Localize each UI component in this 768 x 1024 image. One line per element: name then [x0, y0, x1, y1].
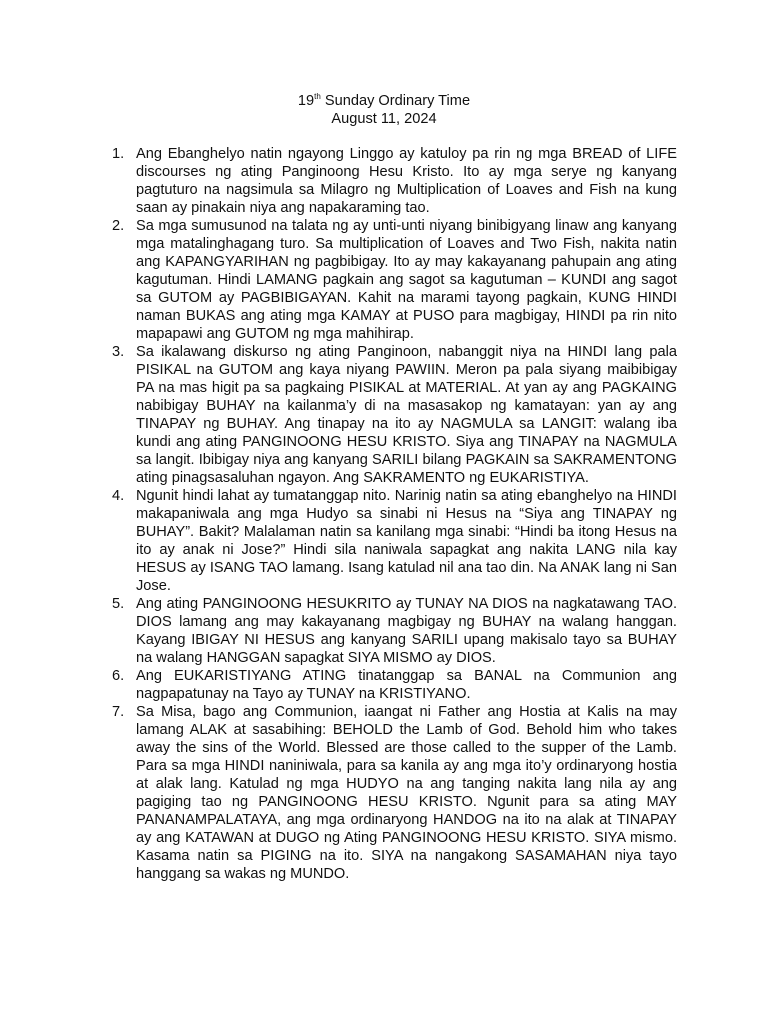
- list-item-number: 7.: [112, 704, 125, 720]
- document-date: August 11, 2024: [331, 110, 437, 127]
- list-item-text: Sa Misa, bago ang Communion, iaangat ni Father ang Hostia at Kalis na may lamang ALAK at sasabihing: BEHOLD the Lamb of God. Behold him who takes away the sins of the World. Blessed are those called to the supper of the Lamb. Para sa mga HINDI naniniwala, para sa kanila ay ang mga ito’y ordinaryong hostia at alak lang. Katulad ng mga HUDYO na ang tanging nakita lang nila ay ang pagiging tao ng PANGINOONG HESU KRISTO. Ngunit para sa ating MAY PANANAMPALATAYA, ang mga ordinaryong HANDOG na ito na alak at TINAPAY ay ang KATAWAN at DUGO ng Ating PANGINOONG HESU KRISTO. SIYA mismo. Kasama natin sa PIGING na ito. SIYA na nangakong SASAMAHAN niya tayo hanggang sa wakas ng MUNDO.: [136, 704, 677, 882]
- list-item-text: Sa ikalawang diskurso ng ating Panginoon, nabanggit niya na HINDI lang pala PISIKAL na GUTOM ang kaya niyang PAWIIN. Meron pa pala siyang maibibigay PA na mas higit pa sa pagkaing PISIKAL at MATERIAL. At yan ay ang PAGKAING nabibigay BUHAY na kailanma’y di na masasakop ng kamatayan: yan ay ang TINAPAY ng BUHAY. Ang tinapay na ito ay NAGMULA sa LANGIT: walang iba kundi ang ating PANGINOONG HESU KRISTO. Siya ang TINAPAY na NAGMULA sa langit. Ibibigay niya ang kanyang SARILI bilang PAGKAIN sa SAKRAMENTONG ating pinagsasaluhan ngayon. Ang SAKRAMENTO ng EUKARISTIYA.: [136, 344, 677, 486]
- list-item: [112, 343, 677, 487]
- numbered-list: [112, 145, 677, 883]
- title-number: 19: [297, 93, 315, 109]
- list-item-text: Ang EUKARISTIYANG ATING tinatanggap sa BANAL na Communion ang nagpapatunay na Tayo ay TUNAY na KRISTIYANO.: [136, 668, 677, 702]
- list-item: [112, 145, 677, 217]
- list-item-number: 6.: [112, 668, 125, 684]
- list-item: [112, 667, 677, 703]
- list-item-text: Sa mga sumusunod na talata ng ay unti-unti niyang binibigyang linaw ang kanyang mga matalinghagang turo. Sa multiplication of Loaves and Two Fish, nakita natin ang KAPANGYARIHAN ng pagbibigay. Ito ay may kakayanang pahupain ang ating kagutuman. Hindi LAMANG pagkain ang sagot sa kagutuman – KUNDI ang sagot sa GUTOM ay PAGBIBIGAYAN. Kahit na marami tayong pagkain, KUNG HINDI naman BUKAS ang ating mga KAMAY at PUSO para magbigay, HINDI pa rin nito mapapawi ang GUTOM ng mga mahihirap.: [136, 218, 677, 342]
- list-item: [112, 217, 677, 343]
- list-item-number: 2.: [112, 218, 125, 234]
- list-item-number: 1.: [112, 146, 125, 162]
- title-rest: Sunday Ordinary Time: [320, 93, 471, 109]
- list-item-number: 5.: [112, 596, 125, 612]
- list-item: [112, 487, 677, 595]
- list-item-number: 4.: [112, 488, 125, 504]
- document-title: [0, 93, 768, 111]
- list-item: [112, 595, 677, 667]
- list-item-number: 3.: [112, 344, 125, 360]
- list-item-text: Ang ating PANGINOONG HESUKRITO ay TUNAY NA DIOS na nagkatawang TAO. DIOS lamang ang may kakayanang magbigay ng BUHAY na walang hanggan. Kayang IBIGAY NI HESUS ang kanyang SARILI upang makisalo tayo sa BUHAY na walang HANGGAN sapagkat SIYA MISMO ay DIOS.: [136, 596, 677, 666]
- list-item: [112, 703, 677, 883]
- list-item-text: Ngunit hindi lahat ay tumatanggap nito. Narinig natin sa ating ebanghelyo na HINDI makapaniwala ang mga Hudyo sa sinabi ni Hesus na “Siya ang TINAPAY ng BUHAY”. Bakit? Malalaman natin sa kanilang mga sinabi: “Hindi ba itong Hesus na ito ay anak ni Jose?” Hindi sila naniwala sapagkat ang nakita LANG nila kay HESUS ay ISANG TAO lamang. Isang katulad nil ana tao din. Na ANAK lang ni San Jose.: [136, 488, 677, 594]
- document-header: [0, 93, 768, 129]
- list-item-text: Ang Ebanghelyo natin ngayong Linggo ay katuloy pa rin ng mga BREAD of LIFE discourses ng ating Panginoong Hesu Kristo. Ito ay mga serye ng kanyang pagtuturo na nagsimula sa Milagro ng Multiplication of Loaves and Fish na kung saan ay pinakain niya ang napakaraming tao.: [136, 146, 677, 216]
- title-suffix: th: [314, 92, 321, 102]
